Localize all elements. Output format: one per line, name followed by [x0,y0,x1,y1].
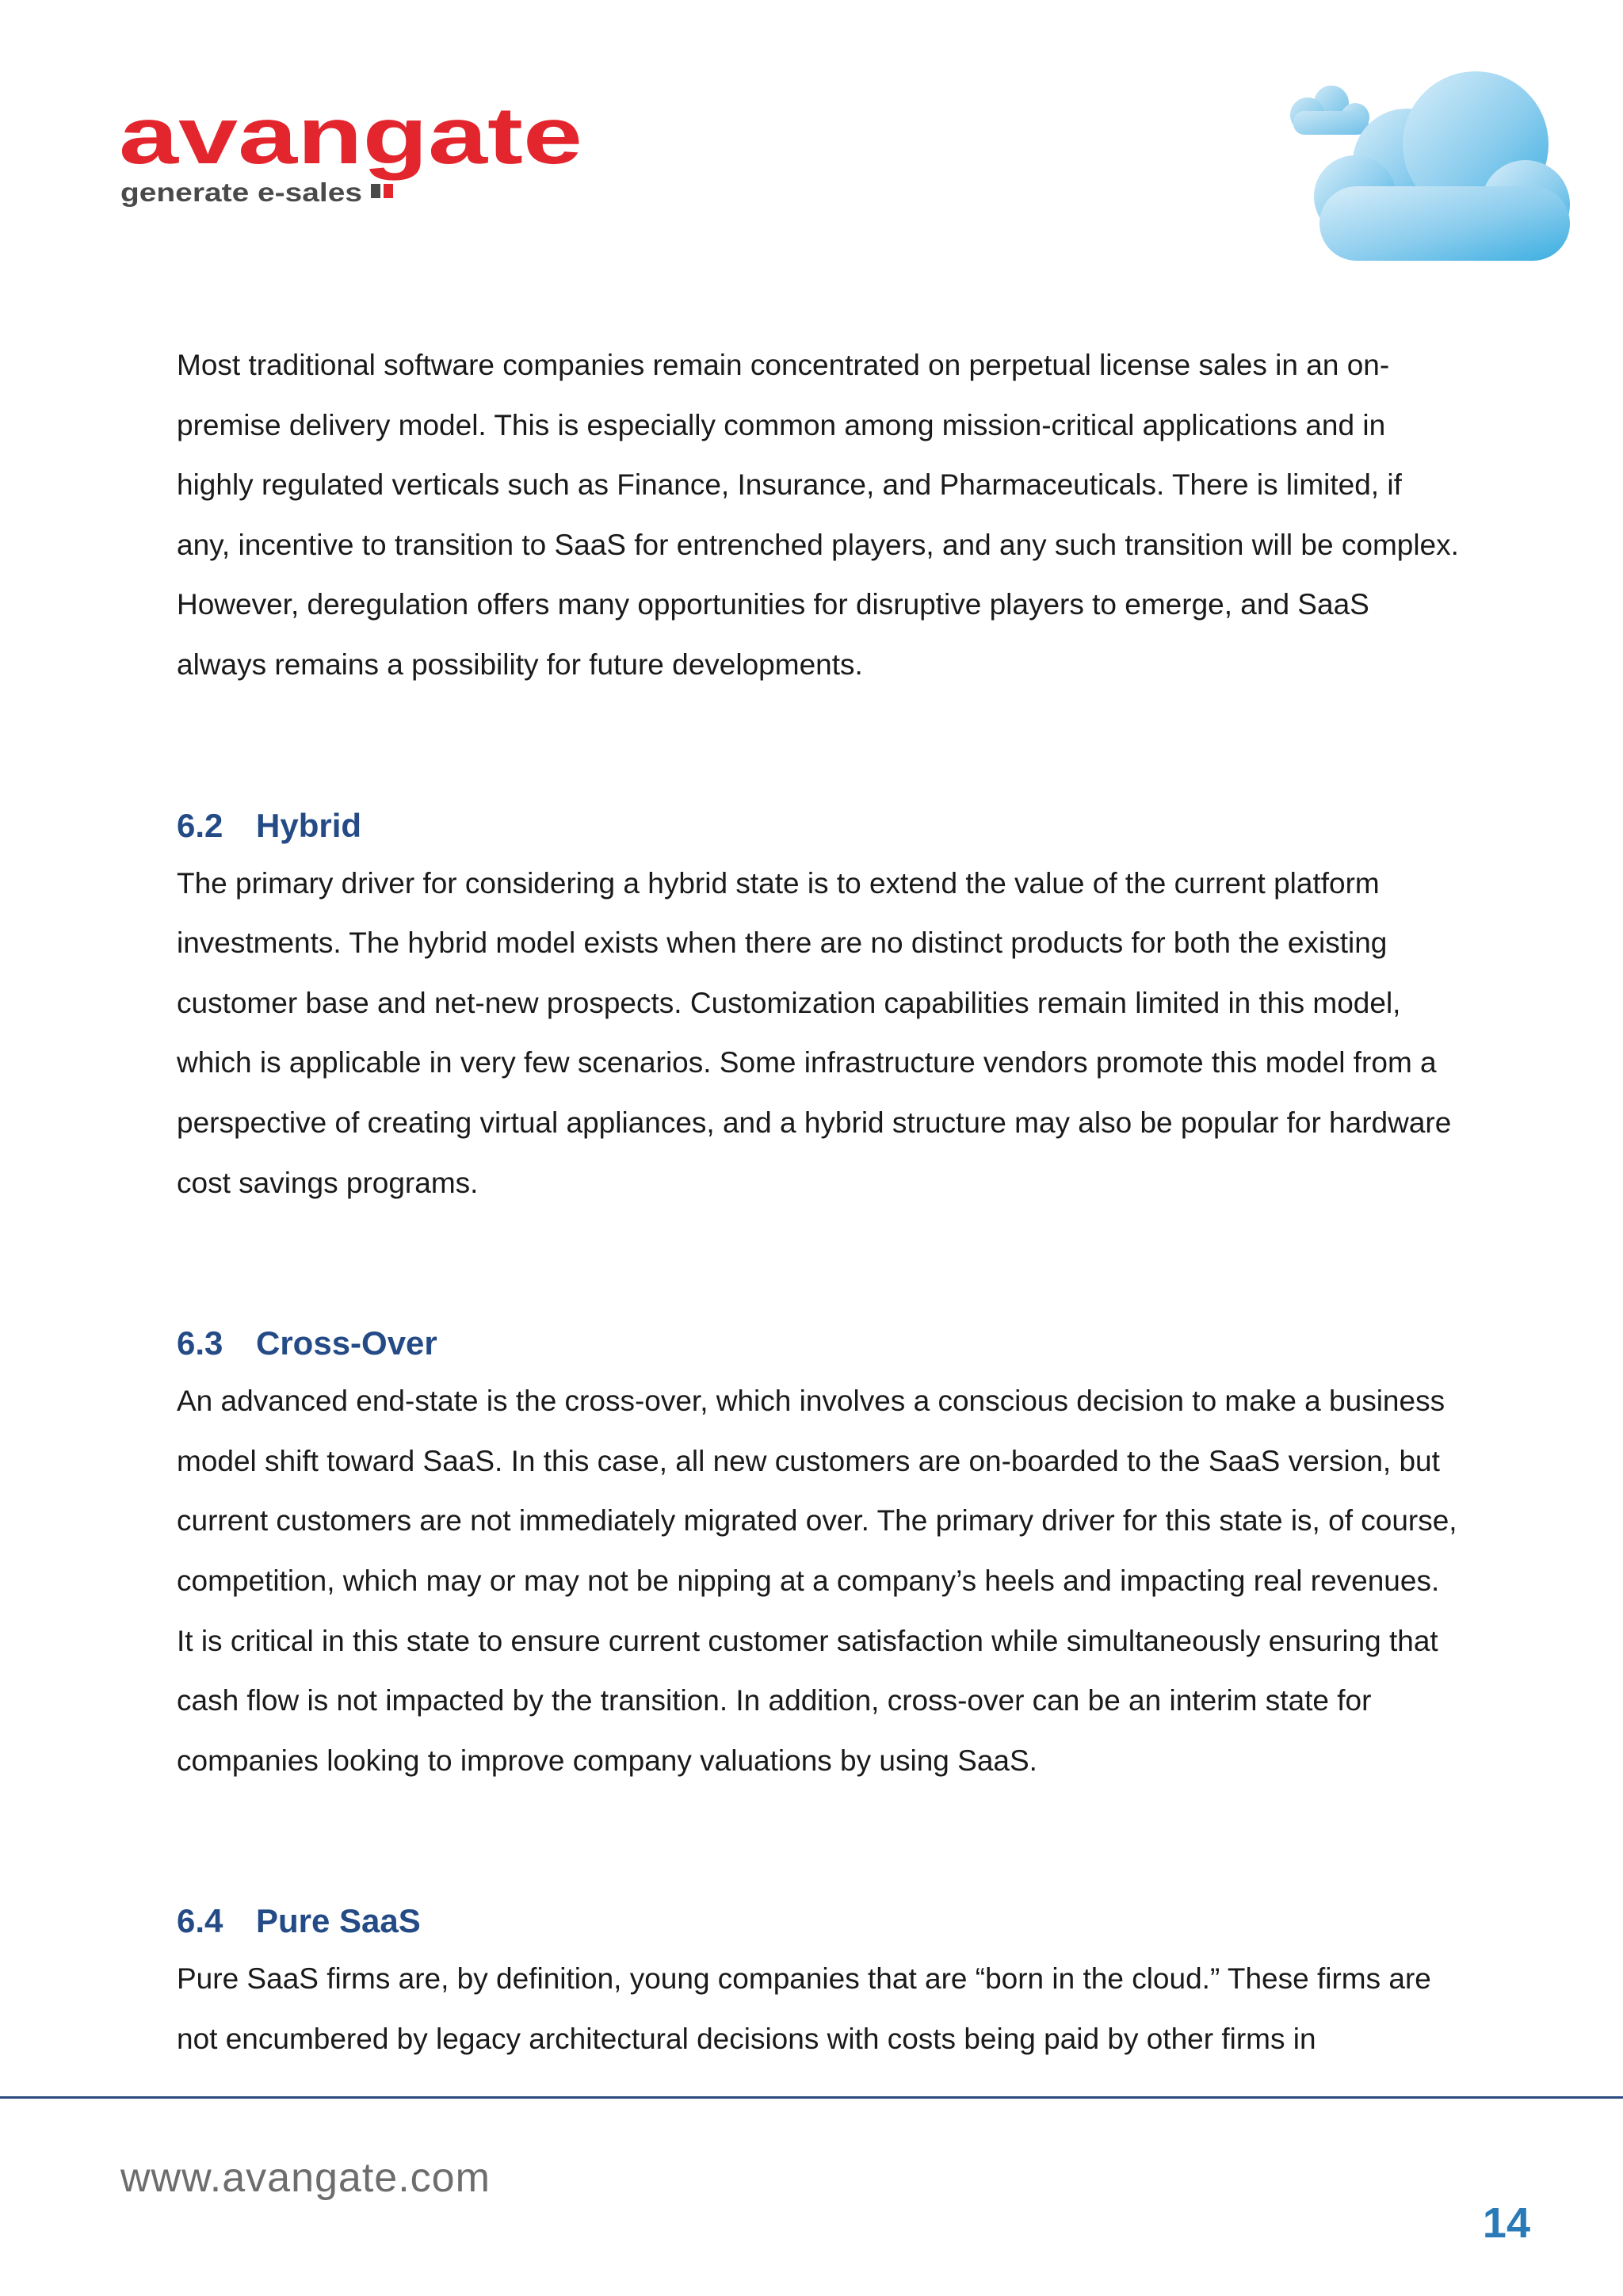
section-heading-cross-over [177,1316,1461,1371]
hybrid-paragraph: The primary driver for considering a hybrid state is to extend the value of the current platform investments. The hybrid model exists when there are no distinct products for both the existing customer base and net-new prospects. Customization capabilities remain limited in this model, which is applicable in very few scenarios. Some infrastructure vendors promote this model from a perspective of creating virtual appliances, and a hybrid structure may also be popular for hardware cost savings programs. [177,866,1452,1199]
logo-square-red [384,184,393,198]
section-title: Hybrid [256,806,362,844]
section-number: 6.3 [177,1324,223,1362]
logo-square-dark [371,184,380,198]
cross-over-paragraph: An advanced end-state is the cross-over, which involves a conscious decision to make a business model shift toward SaaS. In this case, all new customers are on-boarded to the SaaS version, but current customers are not immediately migrated over. The primary driver for this state is, of course, competition, which may or may not be nipping at a company’s heels and impacting real revenues. It is critical in this state to ensure current customer satisfaction while simultaneously ensuring that cash flow is not impacted by the transition. In addition, cross-over can be an interim state for companies looking to improve company valuations by using SaaS. [177,1385,1457,1777]
section-title: Pure SaaS [256,1902,421,1940]
intro-paragraph: Most traditional software companies remain concentrated on perpetual license sales in an on-premise delivery model. This is especially common among mission-critical applications and in highly regulated verticals such as Finance, Insurance, and Pharmaceuticals. There is limited, if any, incentive to transition to SaaS for entrenched players, and any such transition will be complex. However, deregulation offers many opportunities for disruptive players to emerge, and SaaS always remains a possibility for future developments. [177,349,1459,681]
section-heading-hybrid [177,798,1461,854]
page-number: 14 [1482,2199,1530,2247]
pure-saas-paragraph: Pure SaaS firms are, by definition, young companies that are “born in the cloud.” These firms are not encumbered by legacy architectural decisions with costs being paid by other firms in [177,1962,1431,2055]
avangate-logo [119,90,594,222]
section-number: 6.4 [177,1902,223,1940]
section-heading-pure-saas [177,1893,1461,1949]
section-number: 6.2 [177,806,223,844]
footer-divider [0,2096,1623,2099]
logo-wordmark: avangate [119,90,582,181]
footer-url: www.avangate.com [120,2155,491,2201]
logo-tagline: generate e-sales [120,178,362,207]
cloud-icon-graphic [1244,63,1577,269]
avangate-logo-graphic [119,90,594,222]
cloud-icon [1244,63,1577,269]
document-body [177,335,1461,2069]
section-title: Cross-Over [256,1324,437,1362]
